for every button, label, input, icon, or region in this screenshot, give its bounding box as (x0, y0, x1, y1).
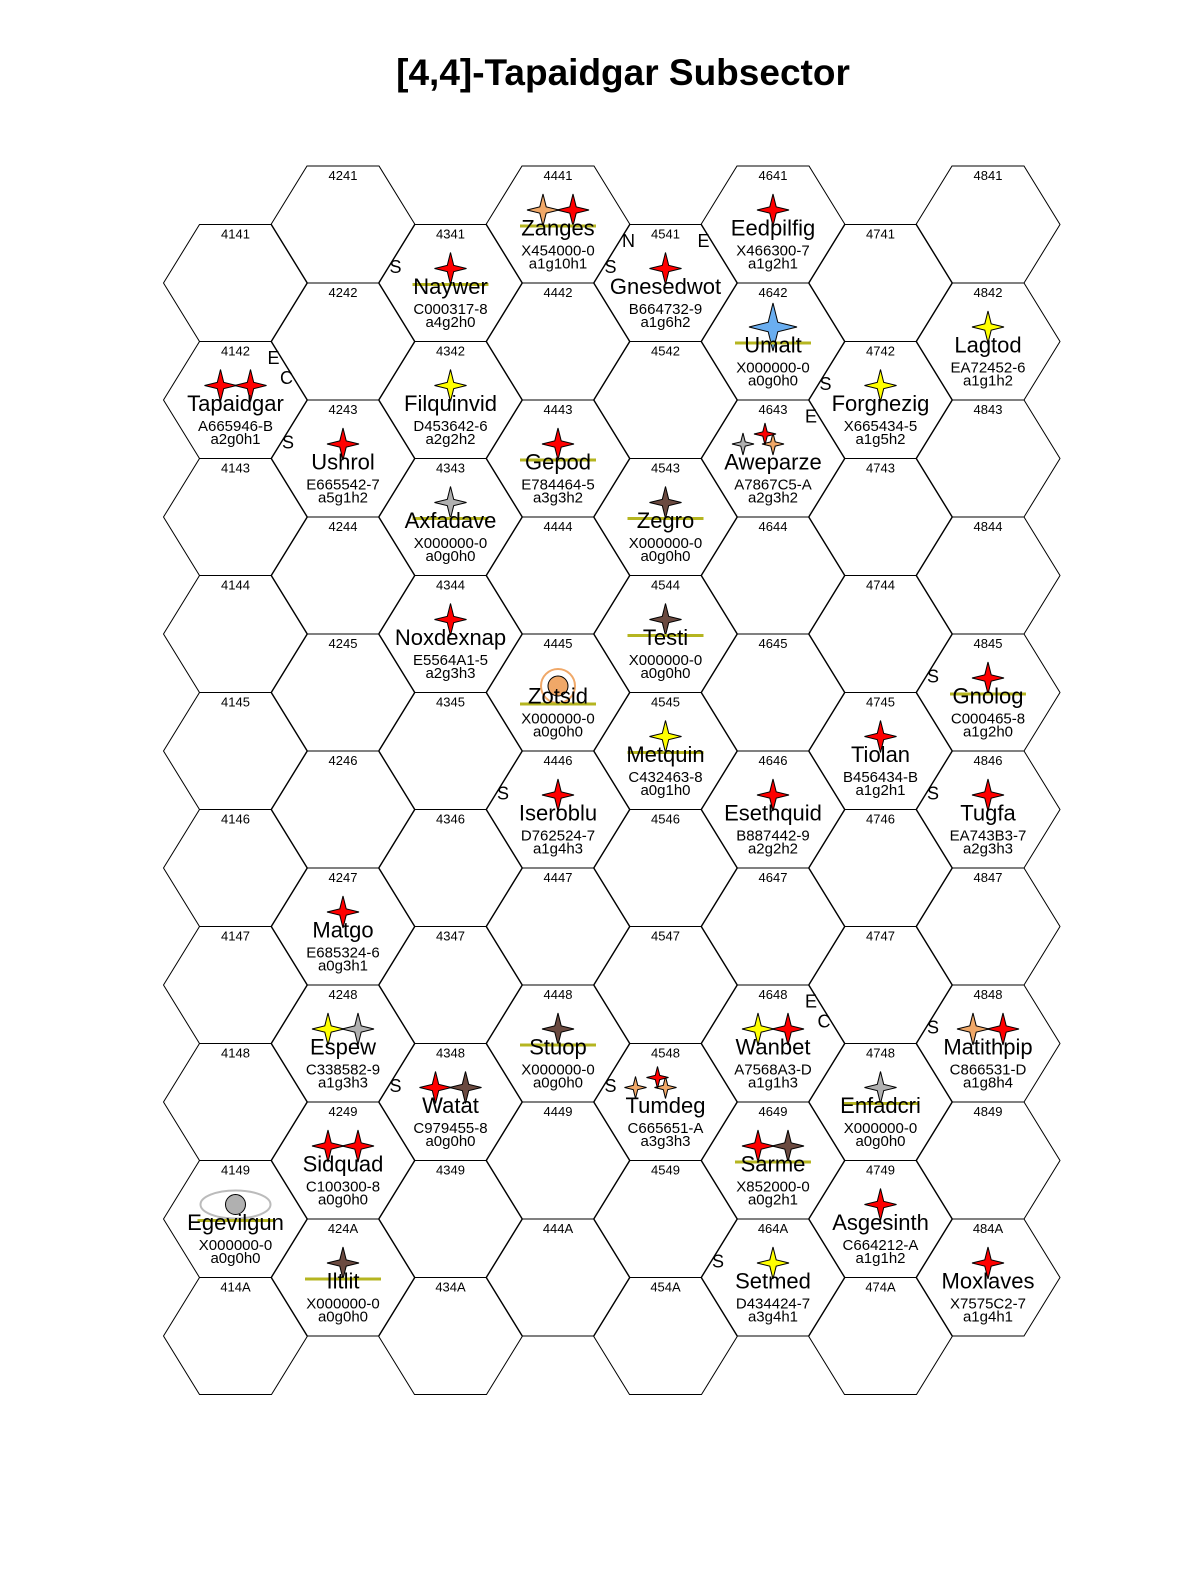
world-name: Setmed (735, 1268, 811, 1294)
world-trade-code: a1g4h3 (532, 840, 584, 858)
hex-number: 4643 (758, 402, 788, 417)
hex-number: 4344 (436, 577, 465, 593)
hex-number: 4144 (221, 577, 250, 593)
world-trade-code: a4g2h0 (425, 314, 476, 331)
hex-cell (379, 810, 523, 927)
hex-number: 4546 (651, 811, 680, 827)
hex-number: 464A (757, 1221, 789, 1236)
hex-number: 4346 (436, 811, 465, 827)
world-name: Matgo (312, 917, 374, 943)
hex-number: 4542 (651, 343, 680, 359)
world-name: Moxlaves (941, 1268, 1035, 1294)
world-uwp: X7575C2-7 (950, 1295, 1026, 1313)
hex-cell (379, 1161, 523, 1278)
base-code: S (281, 432, 295, 453)
world-matgo[interactable] (306, 896, 379, 975)
world-uwp: C432463-8 (628, 769, 703, 786)
world-matithpip[interactable] (927, 1013, 1033, 1092)
world-name: Testi (642, 625, 689, 650)
hex-number: 454A (650, 1279, 681, 1295)
world-name: Tiolan (850, 742, 911, 767)
world-uwp: X000000-0 (736, 359, 810, 377)
base-code: E (804, 406, 818, 427)
base-code: S (711, 1251, 725, 1272)
hex-number: 4248 (328, 987, 358, 1002)
world-name: Tumdeg (625, 1093, 706, 1118)
world-trade-code: a0g0h0 (640, 548, 691, 565)
world-filquinvid[interactable] (404, 370, 497, 449)
hex-cell (271, 517, 415, 634)
hex-number: 4143 (221, 460, 250, 476)
hex-number: 4848 (973, 987, 1003, 1002)
world-name: Watat (422, 1093, 479, 1118)
world-trade-code: a1g3h3 (317, 1074, 369, 1092)
hex-number: 4548 (651, 1045, 680, 1061)
world-uwp: D762524-7 (520, 827, 596, 845)
world-zanges[interactable] (520, 194, 596, 273)
world-uwp: C000465-8 (950, 710, 1026, 728)
world-uwp: X665434-5 (843, 418, 918, 435)
world-name: Sidquad (302, 1151, 384, 1177)
hex-number: 4747 (866, 928, 895, 944)
world-trade-code: a0g0h0 (532, 1074, 584, 1092)
hex-cell (809, 459, 953, 576)
hex-number: 4142 (221, 343, 250, 359)
world-trade-code: a0g0h0 (317, 1308, 369, 1326)
hex-number: 4448 (543, 987, 573, 1002)
world-trade-code: a2g3h3 (962, 840, 1014, 858)
base-code: E (697, 231, 710, 251)
base-code: S (389, 1076, 402, 1096)
world-uwp: X000000-0 (306, 1295, 380, 1313)
hex-number: 4842 (973, 285, 1003, 300)
world-iseroblu[interactable] (497, 779, 597, 858)
world-uwp: C866531-D (949, 1061, 1027, 1079)
subsector-title: [4,4]-Tapaidgar Subsector (396, 52, 850, 93)
world-trade-code: a2g2h2 (747, 840, 799, 858)
world-naywer[interactable] (389, 253, 488, 332)
hex-number: 4347 (436, 928, 465, 944)
world-name: Espew (309, 1034, 377, 1060)
world-name: Egevilgun (187, 1210, 284, 1235)
world-uwp: X000000-0 (843, 1120, 918, 1137)
world-uwp: X852000-0 (736, 1178, 810, 1196)
hex-number: 4348 (436, 1045, 465, 1061)
hex-cell (164, 1044, 308, 1161)
world-uwp: D434424-7 (735, 1295, 811, 1313)
world-trade-code: a0g0h0 (425, 548, 476, 565)
world-uwp: C979455-8 (413, 1120, 488, 1137)
world-stuop[interactable] (520, 1013, 596, 1092)
hex-cell (916, 400, 1060, 517)
world-name: Gepod (524, 449, 592, 475)
world-name: Zegro (636, 508, 695, 533)
world-uwp: X000000-0 (413, 535, 488, 552)
hex-cell (916, 1102, 1060, 1219)
hex-number: 414A (220, 1279, 251, 1295)
world-name: Tugfa (960, 800, 1016, 826)
world-uwp: E5564A1-5 (412, 652, 489, 669)
hex-number: 4149 (221, 1162, 250, 1178)
world-name: Gnesedwot (609, 274, 722, 299)
world-trade-code: a0g0h0 (855, 1133, 906, 1150)
hex-number: 4148 (221, 1045, 250, 1061)
world-name: Umalt (744, 332, 802, 358)
world-name: Stuop (529, 1034, 587, 1060)
hex-number: 4547 (651, 928, 680, 944)
hex-number: 4545 (651, 694, 680, 710)
world-name: Axfadave (404, 508, 497, 533)
world-uwp: X000000-0 (521, 710, 595, 728)
base-code: S (604, 1076, 617, 1096)
base-code: S (389, 257, 402, 277)
world-trade-code: a1g2h1 (747, 255, 799, 273)
world-tapaidgar[interactable] (187, 348, 293, 448)
base-code: S (819, 374, 832, 394)
hex-cell (916, 166, 1060, 283)
world-uwp: EA743B3-7 (949, 827, 1027, 845)
hex-number: 4443 (543, 402, 573, 417)
world-tugfa[interactable] (927, 779, 1026, 858)
world-enfadcri[interactable] (840, 1072, 921, 1151)
world-watat[interactable] (389, 1072, 487, 1151)
world-trade-code: a0g0h0 (640, 665, 691, 682)
world-uwp: X466300-7 (736, 242, 810, 260)
world-name: Aweparze (724, 449, 822, 475)
world-moxlaves[interactable] (942, 1247, 1035, 1326)
hex-number: 4345 (436, 694, 465, 710)
hex-number: 4342 (436, 343, 465, 359)
hex-number: 4549 (651, 1162, 680, 1178)
hex-number: 4442 (543, 285, 573, 300)
world-name: Zanges (521, 215, 595, 241)
hex-number: 444A (542, 1221, 574, 1236)
world-trade-code: a1g4h1 (962, 1308, 1014, 1326)
world-uwp: C338582-9 (305, 1061, 381, 1079)
hex-cell (164, 1278, 308, 1395)
world-uwp: C000317-8 (413, 301, 488, 318)
hex-number: 4543 (651, 460, 680, 476)
world-setmed[interactable] (712, 1247, 811, 1326)
world-name: Filquinvid (404, 391, 497, 416)
hex-cell (271, 634, 415, 751)
world-trade-code: a1g2h0 (962, 723, 1014, 741)
hex-number: 4141 (221, 226, 250, 242)
world-zotsid[interactable] (520, 669, 596, 741)
hex-cell (809, 1278, 953, 1395)
hex-number: 4145 (221, 694, 250, 710)
world-espew[interactable] (306, 1013, 380, 1092)
world-uwp: B456434-B (842, 769, 919, 786)
world-trade-code: a1g5h2 (855, 431, 906, 448)
hex-number: 4649 (758, 1104, 788, 1119)
world-axfadave[interactable] (405, 487, 497, 566)
world-egevilgun[interactable] (187, 1191, 284, 1268)
world-name: Enfadcri (840, 1093, 921, 1118)
world-uwp: EA72452-6 (950, 359, 1026, 377)
hex-number: 4146 (221, 811, 250, 827)
hex-cell (594, 1278, 738, 1395)
hex-number: 4745 (866, 694, 895, 710)
world-noxdexnap[interactable] (395, 604, 506, 683)
world-trade-code: a1g2h1 (855, 782, 906, 799)
world-trade-code: a0g0h0 (317, 1191, 369, 1209)
hex-cell (916, 517, 1060, 634)
world-wanbet[interactable] (734, 992, 830, 1092)
world-name: Matithpip (943, 1034, 1033, 1060)
world-trade-code: a5g1h2 (317, 489, 369, 507)
world-trade-code: a1g1h2 (855, 1250, 906, 1267)
hex-number: 4343 (436, 460, 465, 476)
base-code: C (817, 1011, 831, 1032)
hex-number: 4644 (758, 519, 788, 534)
world-trade-code: a0g0h0 (425, 1133, 476, 1150)
world-name: Noxdexnap (394, 625, 507, 650)
hex-number: 4349 (436, 1162, 465, 1178)
world-uwp: X454000-0 (521, 242, 595, 260)
hex-cell (594, 342, 738, 459)
hex-number: 4242 (328, 285, 358, 300)
world-zegro[interactable] (628, 487, 704, 566)
world-iltlit[interactable] (305, 1247, 381, 1326)
world-uwp: X000000-0 (521, 1061, 595, 1079)
world-name: Tapaidgar (187, 391, 284, 416)
hex-number: 474A (865, 1279, 896, 1295)
hex-number: 4846 (973, 753, 1003, 768)
world-name: Iltlit (326, 1268, 360, 1294)
hex-number: 4446 (543, 753, 573, 768)
world-asgesinth[interactable] (832, 1189, 929, 1268)
world-uwp: X000000-0 (628, 535, 703, 552)
hex-number: 434A (435, 1279, 466, 1295)
hex-number: 4544 (651, 577, 680, 593)
world-trade-code: a0g3h1 (317, 957, 369, 975)
hex-number: 4245 (328, 636, 358, 651)
world-name: Naywer (413, 274, 488, 299)
world-uwp: A665946-B (197, 418, 274, 435)
world-uwp: C664212-A (842, 1237, 919, 1254)
hex-number: 4444 (543, 519, 573, 534)
world-trade-code: a2g3h2 (747, 489, 799, 507)
world-uwp: B664732-9 (628, 301, 703, 318)
hex-cell (164, 693, 308, 810)
world-uwp: E665542-7 (306, 476, 380, 494)
world-uwp: C665651-A (627, 1120, 704, 1137)
world-metquin[interactable] (626, 721, 704, 800)
hex-cell (701, 634, 845, 751)
world-esethquid[interactable] (724, 779, 822, 858)
hex-number: 4447 (543, 870, 573, 885)
hex-cell (164, 927, 308, 1044)
hex-number: 4541 (651, 226, 680, 242)
hex-number: 4243 (328, 402, 358, 417)
hex-cell (809, 225, 953, 342)
world-eedpilfig[interactable] (731, 194, 815, 273)
world-name: Metquin (626, 742, 705, 767)
hex-cell (164, 225, 308, 342)
world-uwp: D453642-6 (413, 418, 488, 435)
base-code: E (267, 348, 280, 368)
world-trade-code: a0g0h0 (532, 723, 584, 741)
hex-number: 4645 (758, 636, 788, 651)
hex-number: 484A (972, 1221, 1004, 1236)
hex-cell (486, 283, 630, 400)
hex-number: 4844 (973, 519, 1003, 534)
base-code: S (926, 666, 940, 687)
hex-number: 4744 (866, 577, 895, 593)
world-sarme[interactable] (735, 1130, 811, 1209)
world-name: Iseroblu (518, 800, 598, 826)
world-name: Forgnezig (831, 391, 930, 416)
hex-number: 4147 (221, 928, 250, 944)
world-trade-code: a1g1h2 (962, 372, 1014, 390)
hex-number: 4841 (973, 168, 1003, 183)
hex-number: 4246 (328, 753, 358, 768)
world-trade-code: a1g6h2 (640, 314, 691, 331)
world-uwp: B887442-9 (736, 827, 810, 845)
hex-cell (164, 459, 308, 576)
world-tumdeg[interactable] (604, 1067, 705, 1151)
hex-cell (701, 868, 845, 985)
world-lagtod[interactable] (950, 311, 1025, 390)
hex-number: 4244 (328, 519, 358, 534)
hex-number: 4642 (758, 285, 788, 300)
hex-number: 4845 (973, 636, 1003, 651)
world-trade-code: a0g0h0 (210, 1250, 261, 1267)
hex-cell (486, 1219, 630, 1336)
world-name: Asgesinth (832, 1210, 929, 1235)
hex-number: 4843 (973, 402, 1003, 417)
world-trade-code: a0g1h0 (640, 782, 691, 799)
hex-cell (594, 810, 738, 927)
world-gepod[interactable] (520, 428, 596, 507)
world-sidquad[interactable] (303, 1130, 384, 1209)
hex-number: 4648 (758, 987, 788, 1002)
hex-number: 4445 (543, 636, 573, 651)
hex-number: 4247 (328, 870, 358, 885)
world-name: Wanbet (735, 1034, 811, 1060)
world-name: Eedpilfig (730, 215, 816, 241)
hex-number: 4341 (436, 226, 465, 242)
base-code: S (496, 783, 510, 804)
world-trade-code: a0g2h1 (747, 1191, 799, 1209)
world-uwp: E685324-6 (306, 944, 380, 962)
base-code: S (926, 783, 940, 804)
hex-cell (486, 1102, 630, 1219)
hex-number: 4746 (866, 811, 895, 827)
hex-number: 4241 (328, 168, 358, 183)
world-name: Sarme (740, 1151, 806, 1177)
world-trade-code: a2g0h1 (210, 431, 261, 448)
base-code: S (926, 1017, 940, 1038)
hex-cell (486, 517, 630, 634)
hex-cell (379, 927, 523, 1044)
base-code: S (604, 257, 617, 277)
world-testi[interactable] (628, 604, 704, 683)
base-code: C (280, 368, 293, 388)
hex-number: 4641 (758, 168, 788, 183)
hex-number: 4449 (543, 1104, 573, 1119)
world-name: Zotsid (528, 683, 588, 709)
world-uwp: A7568A3-D (734, 1061, 812, 1079)
hex-cell (164, 576, 308, 693)
hex-cell (271, 751, 415, 868)
world-trade-code: a1g10h1 (528, 255, 588, 273)
hex-number: 4741 (866, 226, 895, 242)
world-uwp: X000000-0 (628, 652, 703, 669)
hex-number: 4646 (758, 753, 788, 768)
hex-number: 4647 (758, 870, 788, 885)
world-ushrol[interactable] (282, 428, 380, 507)
world-umalt[interactable] (735, 303, 811, 390)
hex-cell (594, 927, 738, 1044)
world-aweparze[interactable] (724, 407, 821, 507)
world-trade-code: a1g8h4 (962, 1074, 1014, 1092)
world-uwp: C100300-8 (305, 1178, 381, 1196)
world-trade-code: a3g3h2 (532, 489, 584, 507)
world-uwp: A7867C5-A (734, 476, 812, 494)
hex-cell (164, 810, 308, 927)
world-gnesedwot[interactable] (604, 231, 721, 331)
world-forgnezig[interactable] (819, 370, 929, 449)
hex-cell (486, 868, 630, 985)
world-name: Gnolog (952, 683, 1024, 709)
hex-cell (809, 810, 953, 927)
world-trade-code: a0g0h0 (747, 372, 799, 390)
world-name: Ushrol (311, 449, 375, 475)
world-uwp: X000000-0 (198, 1237, 273, 1254)
hex-number: 4441 (543, 168, 573, 183)
hex-cell (701, 517, 845, 634)
base-code: E (804, 991, 818, 1012)
world-name: Lagtod (954, 332, 1022, 358)
world-name: Esethquid (724, 800, 822, 826)
hex-number: 424A (327, 1221, 359, 1236)
hex-number: 4849 (973, 1104, 1003, 1119)
world-tiolan[interactable] (843, 721, 918, 800)
hex-number: 4847 (973, 870, 1003, 885)
hex-number: 4742 (866, 343, 895, 359)
hex-cell (916, 868, 1060, 985)
world-trade-code: a2g3h3 (425, 665, 476, 682)
world-trade-code: a2g2h2 (425, 431, 476, 448)
base-code: N (622, 231, 635, 251)
hex-cell (379, 1278, 523, 1395)
world-gnolog[interactable] (927, 662, 1026, 741)
hex-number: 4749 (866, 1162, 895, 1178)
world-trade-code: a3g3h3 (640, 1133, 691, 1150)
hex-number: 4743 (866, 460, 895, 476)
hex-number: 4748 (866, 1045, 895, 1061)
world-uwp: E784464-5 (521, 476, 595, 494)
hex-number: 4249 (328, 1104, 358, 1119)
world-trade-code: a3g4h1 (747, 1308, 799, 1326)
world-trade-code: a1g1h3 (747, 1074, 799, 1092)
